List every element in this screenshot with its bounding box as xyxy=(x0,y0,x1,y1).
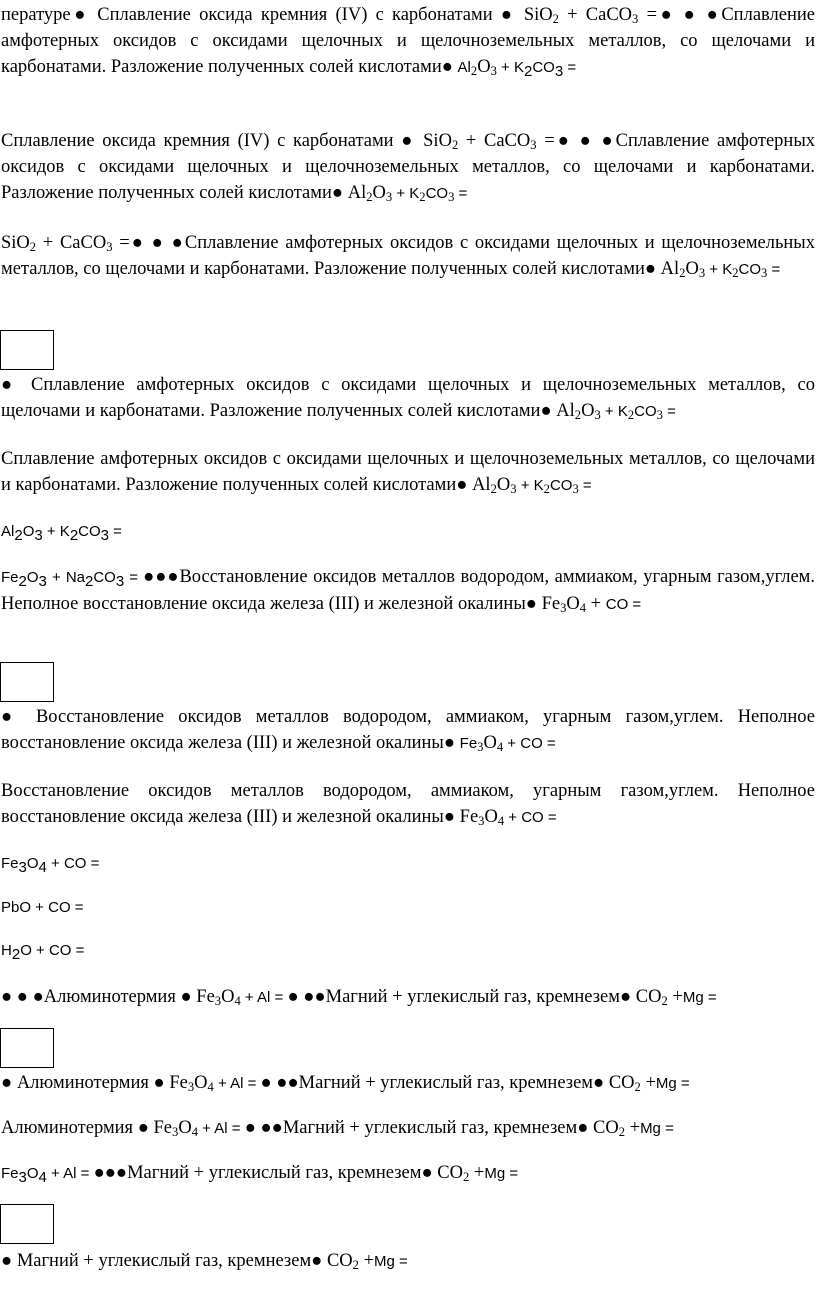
text-run: Алюминотермия xyxy=(1,1118,138,1138)
text-run: Магний + углекислый газ, кремнезем xyxy=(16,1251,312,1271)
text-run: Магний + углекислый газ, кремнезем xyxy=(298,1073,593,1093)
paragraph xyxy=(1,937,815,964)
subscript: 2 xyxy=(419,190,426,205)
subscript: 3 xyxy=(18,1168,27,1186)
text-run: = xyxy=(578,477,592,494)
text-run: Mg = xyxy=(640,1120,674,1137)
text-run: + xyxy=(358,1251,375,1271)
text-run: Fe xyxy=(153,1118,173,1138)
subscript: 2 xyxy=(732,266,739,281)
text-run: Сплавление амфотерных оксидов с оксидами щелочных и щелочноземельных металлов, со щелочами и карбонатами. Разложение полученных солей кислотами xyxy=(1,5,815,77)
subscript: 3 xyxy=(448,190,455,205)
text-run: Магний + углекислый газ, кремнезем xyxy=(127,1163,422,1183)
paragraph xyxy=(1,372,815,425)
subscript: 3 xyxy=(187,1080,195,1095)
paragraph xyxy=(1,230,815,283)
subscript: 4 xyxy=(207,1080,214,1095)
subscript: 4 xyxy=(191,1125,198,1140)
text-run: Магний + углекислый газ, кремнезем xyxy=(325,987,620,1007)
text-run: O xyxy=(566,594,580,614)
subscript: 2 xyxy=(366,190,373,205)
text-run: O xyxy=(194,1073,208,1093)
subscript: 3 xyxy=(18,858,27,876)
subscript: 2 xyxy=(523,62,533,80)
text-run: + CaCO xyxy=(458,131,531,151)
subscript: 3 xyxy=(632,12,639,27)
text-run: K xyxy=(409,185,420,202)
subscript: 3 xyxy=(385,190,393,205)
text-run: пературе xyxy=(1,5,71,25)
text-run: O xyxy=(483,733,497,753)
text-run: = xyxy=(638,5,657,25)
subscript: 2 xyxy=(69,526,79,544)
text-run: CO xyxy=(738,261,762,278)
bullet-icon: ● ●● xyxy=(287,987,326,1007)
subscript: 2 xyxy=(618,1125,625,1140)
bullet-icon: ● xyxy=(180,987,197,1007)
subscript: 4 xyxy=(496,740,504,755)
subscript: 3 xyxy=(554,62,564,80)
text-run: = xyxy=(454,185,468,202)
text-run: CO xyxy=(634,403,657,420)
subscript: 2 xyxy=(627,408,635,423)
paragraph xyxy=(1,564,815,618)
text-run: Al xyxy=(457,59,471,76)
bullet-icon: ● xyxy=(421,1163,438,1183)
bullet-icon: ● xyxy=(619,987,636,1007)
text-run: Al xyxy=(660,259,680,279)
subscript: 2 xyxy=(574,408,582,423)
text-run: H xyxy=(1,942,12,959)
subscript: 2 xyxy=(11,945,21,963)
subscript: 4 xyxy=(497,814,505,829)
text-run: + Na xyxy=(46,569,85,586)
text-run: Сплавление амфотерных оксидов с оксидами щелочных и щелочноземельных металлов, со щелочами и карбонатами. Разложение полученных солей кислотами xyxy=(1,233,815,279)
text-run: + xyxy=(600,403,618,420)
text-run: + xyxy=(469,1163,485,1183)
subscript: 2 xyxy=(14,526,23,544)
text-run: CO = xyxy=(605,596,642,613)
text-run: Mg = xyxy=(484,1165,519,1182)
text-run: CO xyxy=(78,523,101,540)
text-run: O xyxy=(496,475,511,495)
subscript: 4 xyxy=(234,994,241,1009)
bullet-icon: ● xyxy=(311,1251,327,1271)
bullet-icon: ● xyxy=(443,733,460,753)
text-run: Al xyxy=(556,401,575,421)
subscript: 3 xyxy=(38,572,47,590)
text-run: O xyxy=(484,807,498,827)
subscript: 3 xyxy=(572,482,579,497)
text-run: Сплавление амфотерных оксидов с оксидами щелочных и щелочноземельных металлов, со щелочами и карбонатами. Разложение полученных солей кислотами xyxy=(1,131,816,203)
bullet-icon: ●●● xyxy=(93,1163,128,1183)
subscript: 2 xyxy=(85,572,94,590)
text-run: O xyxy=(178,1118,192,1138)
bullet-icon: ● ● ● xyxy=(129,233,185,253)
bullet-icon: ● xyxy=(525,594,542,614)
bullet-icon: ● ● ● xyxy=(554,131,616,151)
text-run: K xyxy=(513,59,524,76)
text-run: = xyxy=(536,131,555,151)
subscript: 2 xyxy=(552,12,559,27)
paragraph xyxy=(1,446,815,499)
text-run: Fe xyxy=(196,987,215,1007)
text-run: Сплавление амфотерных оксидов с оксидами щелочных и щелочноземельных металлов, со щелочами и карбонатами. Разложение полученных солей кислотами xyxy=(1,375,815,421)
paragraph xyxy=(1,518,815,545)
paragraph xyxy=(1,984,815,1011)
subscript: 4 xyxy=(38,858,47,876)
bullet-icon: ● xyxy=(540,401,557,421)
text-run: SiO xyxy=(1,233,30,253)
subscript: 3 xyxy=(656,408,663,423)
text-run: + CaCO xyxy=(36,233,107,253)
subscript: 2 xyxy=(634,1080,641,1095)
bullet-icon: ● xyxy=(593,1073,609,1093)
text-run: + CO = xyxy=(503,735,556,752)
bullet-icon: ● xyxy=(500,5,524,25)
text-run: PbO + CO = xyxy=(1,899,84,916)
text-run: Al xyxy=(472,475,491,495)
bullet-icon: ● xyxy=(70,5,98,25)
text-run: CO xyxy=(93,569,116,586)
text-run: CO xyxy=(549,477,573,494)
subscript: 3 xyxy=(761,266,768,281)
bullet-icon: ● xyxy=(1,375,32,395)
bullet-icon: ● ● ● xyxy=(1,987,44,1007)
text-run: K xyxy=(533,477,544,494)
subscript: 4 xyxy=(579,601,587,616)
paragraph xyxy=(1,1115,815,1142)
subscript: 3 xyxy=(172,1125,179,1140)
text-run: CO xyxy=(437,1163,463,1183)
text-run: + xyxy=(586,594,606,614)
text-run: Fe xyxy=(541,594,561,614)
text-run: SiO xyxy=(423,131,452,151)
text-run: K xyxy=(617,403,628,420)
bullet-icon: ● xyxy=(443,807,460,827)
subscript: 3 xyxy=(490,64,497,79)
text-run: SiO xyxy=(523,5,553,25)
text-run: + Al = xyxy=(240,989,288,1006)
bullet-icon: ● xyxy=(153,1073,170,1093)
text-run: O xyxy=(685,259,699,279)
answer-box xyxy=(0,1204,54,1244)
text-run: + xyxy=(640,1073,656,1093)
subscript: 2 xyxy=(29,240,37,255)
text-run: Fe xyxy=(1,1165,19,1182)
subscript: 3 xyxy=(594,408,601,423)
paragraph xyxy=(1,704,815,757)
text-run: + CaCO xyxy=(558,5,633,25)
subscript: 3 xyxy=(478,814,485,829)
text-run: = xyxy=(662,403,676,420)
paragraph xyxy=(1,1248,815,1275)
bullet-icon: ● xyxy=(401,131,424,151)
text-run: + K xyxy=(42,523,70,540)
text-run: O xyxy=(221,987,235,1007)
subscript: 2 xyxy=(661,994,668,1009)
bullet-icon: ● xyxy=(1,1251,17,1271)
subscript: 2 xyxy=(451,138,459,153)
text-run: = xyxy=(109,523,122,540)
subscript: 3 xyxy=(477,740,484,755)
text-run: + CO = xyxy=(46,855,100,872)
paragraph xyxy=(1,1160,815,1187)
subscript: 3 xyxy=(100,526,109,544)
text-run: CO xyxy=(593,1118,619,1138)
paragraph xyxy=(1,850,815,877)
text-run: + Al = xyxy=(197,1120,245,1137)
answer-box xyxy=(0,1028,54,1068)
text-run: O xyxy=(22,523,35,540)
answer-box xyxy=(0,662,54,702)
text-run: Алюминотермия xyxy=(16,1073,154,1093)
paragraph xyxy=(1,2,815,81)
subscript: 3 xyxy=(560,601,567,616)
text-run: O xyxy=(581,401,595,421)
text-run: O xyxy=(477,57,491,77)
text-run: Алюминотермия xyxy=(43,987,181,1007)
text-run: + xyxy=(392,185,410,202)
text-run: Mg = xyxy=(655,1075,690,1092)
text-run: O xyxy=(372,183,386,203)
subscript: 2 xyxy=(490,482,497,497)
text-run: CO xyxy=(635,987,662,1007)
bullet-icon: ● xyxy=(331,183,348,203)
bullet-icon: ● xyxy=(137,1118,154,1138)
bullet-icon: ● xyxy=(644,259,661,279)
bullet-icon: ● xyxy=(456,475,473,495)
text-run: + xyxy=(667,987,683,1007)
text-run: Магний + углекислый газ, кремнезем xyxy=(282,1118,578,1138)
subscript: 3 xyxy=(214,994,222,1009)
text-run: Восстановление оксидов металлов водородом, аммиаком, угарным газом,углем. Неполное восстановление оксида железа (III) и железной окалины xyxy=(1,781,815,827)
bullet-icon: ● xyxy=(441,57,458,77)
text-run: + xyxy=(496,59,514,76)
text-run: Fe xyxy=(169,1073,188,1093)
bullet-icon: ● xyxy=(1,707,36,727)
text-run: CO xyxy=(326,1251,353,1271)
subscript: 3 xyxy=(698,266,706,281)
text-run: CO xyxy=(532,59,555,76)
subscript: 3 xyxy=(115,572,125,590)
text-run: O xyxy=(26,1165,39,1182)
text-run: = xyxy=(124,569,144,586)
text-run: O xyxy=(26,855,39,872)
text-run: = xyxy=(767,261,781,278)
subscript: 2 xyxy=(543,482,550,497)
text-run: + xyxy=(625,1118,641,1138)
subscript: 3 xyxy=(34,526,43,544)
text-run: + Al = xyxy=(46,1165,94,1182)
subscript: 4 xyxy=(38,1168,47,1186)
text-run: Fe xyxy=(459,807,479,827)
text-run: O + CO = xyxy=(20,942,85,959)
text-run: + xyxy=(516,477,534,494)
bullet-icon: ● xyxy=(577,1118,593,1138)
subscript: 3 xyxy=(106,240,113,255)
text-run: Восстановление оксидов металлов водородом, аммиаком, угарным газом,углем. Неполное восстановление оксида железа (III) и железной окалины xyxy=(1,707,815,753)
subscript: 2 xyxy=(470,64,478,79)
text-run: + CO = xyxy=(504,809,557,826)
text-run: K xyxy=(722,261,733,278)
paragraph xyxy=(1,778,815,831)
bullet-icon: ● ● ● xyxy=(657,5,722,25)
text-run: Сплавление амфотерных оксидов с оксидами щелочных и щелочноземельных металлов, со щелочами и карбонатами. Разложение полученных солей кислотами xyxy=(1,449,815,495)
subscript: 2 xyxy=(462,1170,470,1185)
subscript: 3 xyxy=(530,138,537,153)
paragraph xyxy=(1,1070,815,1097)
subscript: 2 xyxy=(18,572,27,590)
text-run: Сплавление оксида кремния (IV) с карбонатами xyxy=(1,131,402,151)
text-run: Сплавление оксида кремния (IV) с карбонатами xyxy=(97,5,501,25)
paragraph xyxy=(1,128,815,207)
bullet-icon: ● ●● xyxy=(244,1118,283,1138)
text-run: Al xyxy=(1,523,15,540)
text-run: Mg = xyxy=(374,1253,408,1270)
text-run: = xyxy=(563,59,577,76)
text-run: Mg = xyxy=(682,989,717,1006)
text-run: + xyxy=(705,261,723,278)
bullet-icon: ●●● xyxy=(143,567,180,587)
text-run: CO xyxy=(425,185,449,202)
text-run: Восстановление оксидов металлов водородом, аммиаком, угарным газом,углем. Неполное восстановление оксида железа (III) и железной окалины xyxy=(1,567,815,614)
text-run: CO xyxy=(608,1073,635,1093)
bullet-icon: ● ●● xyxy=(260,1073,299,1093)
bullet-icon: ● xyxy=(1,1073,17,1093)
subscript: 2 xyxy=(352,1258,359,1273)
text-run: + Al = xyxy=(213,1075,261,1092)
paragraph xyxy=(1,894,815,921)
text-run: Al xyxy=(347,183,367,203)
text-run: Fe xyxy=(459,735,478,752)
text-run: Fe xyxy=(1,855,19,872)
subscript: 2 xyxy=(679,266,686,281)
text-run: = xyxy=(112,233,130,253)
subscript: 3 xyxy=(510,482,517,497)
text-run: Fe xyxy=(1,569,19,586)
text-run: O xyxy=(26,569,39,586)
answer-box xyxy=(0,330,54,370)
